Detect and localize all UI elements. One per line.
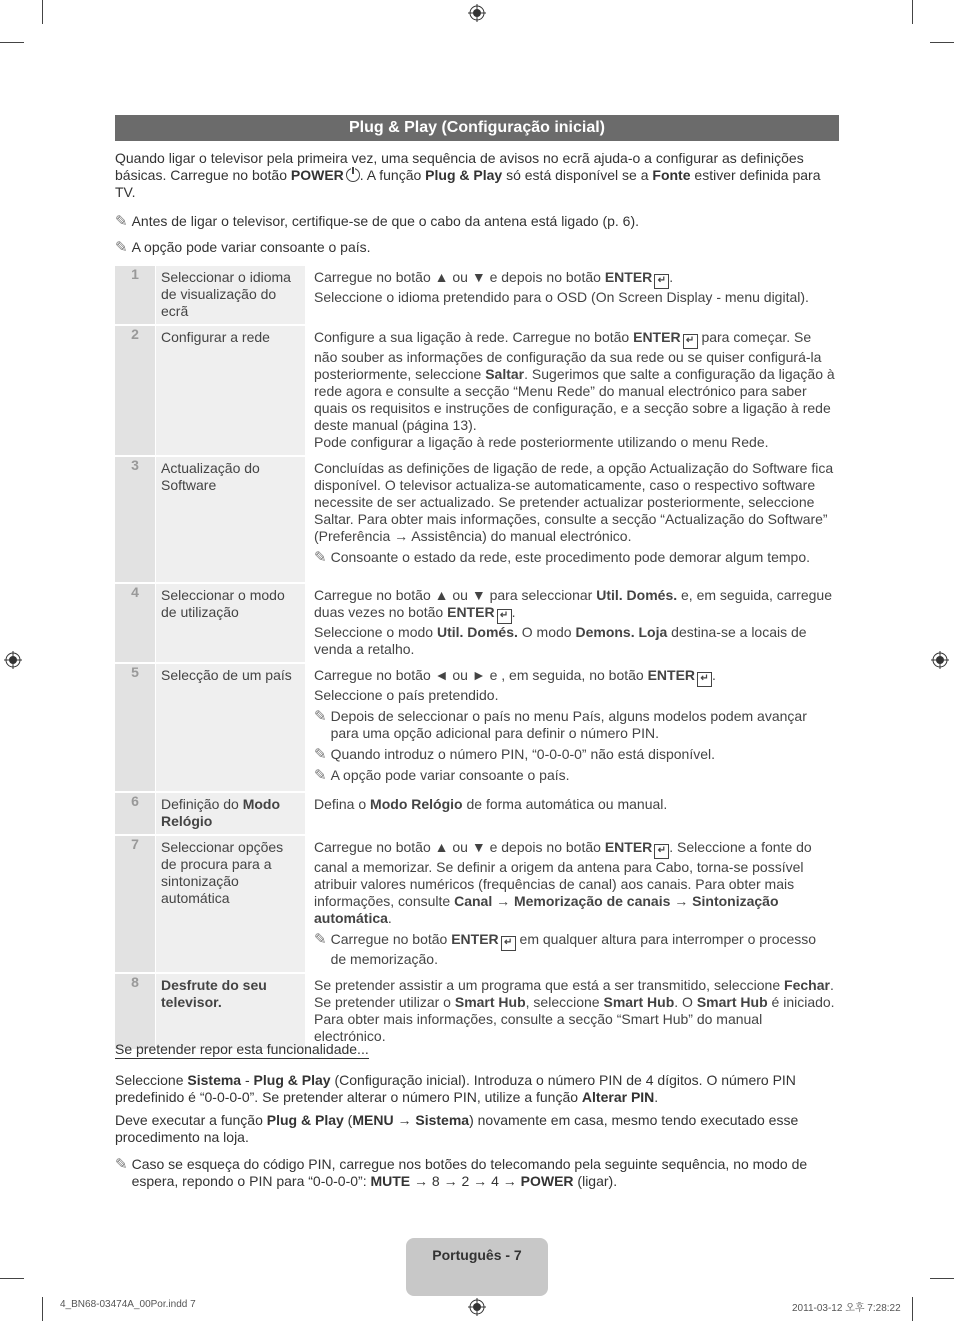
step-number: 6: [115, 793, 155, 836]
registration-mark-icon: [4, 651, 22, 669]
note: ✎ Caso se esqueça do código PIN, carregue nos botões do telecomando pela seguinte sequência, no modo de espera, repondo o PIN para “0-0-0-0”: MUTE → 8 → 2 → 4 → POWER (ligar).: [115, 1156, 808, 1189]
section-title: Plug & Play (Configuração inicial): [115, 115, 839, 141]
intro-paragraph: Quando ligar o televisor pela primeira vez, uma sequência de avisos no ecrã ajuda-o a configurar as definições básicas. Carregue no botão POWER . A função Plug & Play só está disponível se a Fonte estiver definida para TV.: [115, 150, 821, 200]
note: ✎ Antes de ligar o televisor, certifique-se de que o cabo da antena está ligado (p. 6).: [115, 213, 640, 230]
pencil-note-icon: ✎: [115, 213, 128, 230]
step-description: Carregue no botão ◄ ou ► e , em seguida, no botão ENTER ↵ . Seleccione o país pretendido. ✎ Depois de seleccionar o país no menu País, alguns modelos podem avançar para uma opção adicional para definir o número PIN. ✎ Quando introduz o número PIN, “0-0-0-0” não está disponível. ✎ A opção pode variar consoante o país.: [305, 664, 839, 793]
step-number: 5: [115, 664, 155, 793]
table-row: [115, 974, 839, 1051]
table-row: [115, 793, 839, 836]
pencil-note-icon: ✎: [314, 708, 327, 725]
enter-icon: ↵: [501, 936, 516, 951]
reset-heading: Se pretender repor esta funcionalidade...: [115, 1041, 369, 1057]
print-date: 2011-03-12 오후 7:28:22: [792, 1303, 901, 1314]
step-number: 4: [115, 584, 155, 664]
file-info: 4_BN68-03474A_00Por.indd 7: [60, 1299, 196, 1310]
note: ✎ Depois de seleccionar o país no menu País, alguns modelos podem avançar para uma opção adicional para definir o número PIN.: [314, 708, 807, 741]
registration-mark-icon: [468, 1298, 486, 1316]
crop-mark: [930, 1278, 954, 1279]
crop-mark: [42, 0, 43, 24]
step-label: Actualização do Software: [155, 457, 305, 584]
step-number: 2: [115, 326, 155, 457]
step-number: 7: [115, 836, 155, 974]
pencil-note-icon: ✎: [314, 767, 327, 784]
table-row: [115, 664, 839, 793]
step-description: Configure a sua ligação à rede. Carregue no botão ENTER ↵ para começar. Se não souber as informações de configuração da sua rede ou se quiser configurá-la posteriormente, seleccione Saltar. Sugerimos que salte a configuração da ligação à rede agora e consulte a secção “Menu Rede” do manual electrónico para saber quais os requisitos e instruções de configuração, e a secção sobre a ligação à rede deste manual (página 13). Pode configurar a ligação à rede posteriormente utilizando o menu Rede.: [305, 326, 839, 457]
note: ✎ Consoante o estado da rede, este procedimento pode demorar algum tempo.: [314, 549, 810, 566]
note: ✎ Carregue no botão ENTER ↵ em qualquer altura para interromper o processo de memorização.: [314, 931, 817, 967]
crop-mark: [912, 0, 913, 24]
page-number-tab: Português - 7: [406, 1238, 548, 1296]
pencil-note-icon: ✎: [314, 549, 327, 566]
enter-icon: ↵: [654, 274, 669, 289]
step-description: Carregue no botão ▲ ou ▼ e depois no botão ENTER ↵ . Seleccione o idioma pretendido para o OSD (On Screen Display - menu digital).: [305, 266, 839, 326]
enter-icon: ↵: [497, 609, 512, 624]
table-row: [115, 326, 839, 457]
step-label: Selecção de um país: [155, 664, 305, 793]
step-number: 3: [115, 457, 155, 584]
step-label: Desfrute do seu televisor.: [155, 974, 305, 1051]
enter-icon: ↵: [683, 334, 698, 349]
step-description: Carregue no botão ▲ ou ▼ e depois no botão ENTER ↵ . Seleccione a fonte do canal a memorizar. Se definir a origem da antena para Cabo, torna-se possível atribuir valores numéricos (frequências de canal) aos canais. Para obter mais informações, consulte Canal → Memorização de canais → Sintonização automática. ✎ Carregue no botão ENTER ↵ em qualquer altura para interromper o processo de memorização.: [305, 836, 839, 974]
crop-mark: [0, 42, 24, 43]
table-row: [115, 836, 839, 974]
enter-icon: ↵: [697, 672, 712, 687]
registration-mark-icon: [931, 651, 949, 669]
step-number: 1: [115, 266, 155, 326]
step-description: Carregue no botão ▲ ou ▼ para seleccionar Util. Domés. e, em seguida, carregue duas vezes no botão ENTER ↵ . Seleccione o modo Util. Domés. O modo Demons. Loja destina-se a locais de venda a retalho.: [305, 584, 839, 664]
table-row: [115, 457, 839, 584]
reset-paragraph: Deve executar a função Plug & Play (MENU → Sistema) novamente em casa, mesmo tendo executado esse procedimento na loja.: [115, 1112, 799, 1145]
pencil-note-icon: ✎: [115, 239, 128, 256]
pencil-note-icon: ✎: [314, 746, 327, 763]
note: ✎ Quando introduz o número PIN, “0-0-0-0” não está disponível.: [314, 746, 716, 763]
step-label: Seleccionar o idioma de visualização do ecrã: [155, 266, 305, 326]
registration-mark-icon: [468, 4, 486, 22]
steps-table: [115, 266, 839, 1051]
reset-paragraph: Seleccione Sistema - Plug & Play (Configuração inicial). Introduza o número PIN de 4 dígitos. O número PIN predefinido é “0-0-0-0”. Se pretender alterar o número PIN, utilize a função Alterar PIN.: [115, 1072, 796, 1105]
note: ✎ A opção pode variar consoante o país.: [115, 239, 371, 256]
enter-icon: ↵: [654, 844, 669, 859]
table-row: [115, 584, 839, 664]
crop-mark: [912, 1297, 913, 1321]
step-label: Configurar a rede: [155, 326, 305, 457]
table-row: [115, 266, 839, 326]
step-label: Definição do Modo Relógio: [155, 793, 305, 836]
pencil-note-icon: ✎: [115, 1156, 128, 1173]
step-description: Se pretender assistir a um programa que está a ser transmitido, seleccione Fechar. Se pretender utilizar o Smart Hub, seleccione Smart Hub. O Smart Hub é iniciado. Para obter mais informações, consulte a secção “Smart Hub” do manual electrónico.: [305, 974, 839, 1051]
crop-mark: [930, 42, 954, 43]
power-icon: [346, 168, 360, 182]
step-label: Seleccionar opções de procura para a sintonização automática: [155, 836, 305, 974]
step-description: Concluídas as definições de ligação de rede, a opção Actualização do Software fica disponível. O televisor actualiza-se automaticamente, caso o respectivo software necessite de ser actualizado. Se pretender actualizar posteriormente, seleccione Saltar. Para obter mais informações, consulte a secção “Actualização do Software” (Preferência → Assistência) do manual electrónico. ✎ Consoante o estado da rede, este procedimento pode demorar algum tempo.: [305, 457, 839, 584]
crop-mark: [0, 1278, 24, 1279]
step-description: Defina o Modo Relógio de forma automática ou manual.: [305, 793, 839, 836]
crop-mark: [42, 1297, 43, 1321]
step-number: 8: [115, 974, 155, 1051]
step-label: Seleccionar o modo de utilização: [155, 584, 305, 664]
note: ✎ A opção pode variar consoante o país.: [314, 767, 570, 784]
pencil-note-icon: ✎: [314, 931, 327, 948]
